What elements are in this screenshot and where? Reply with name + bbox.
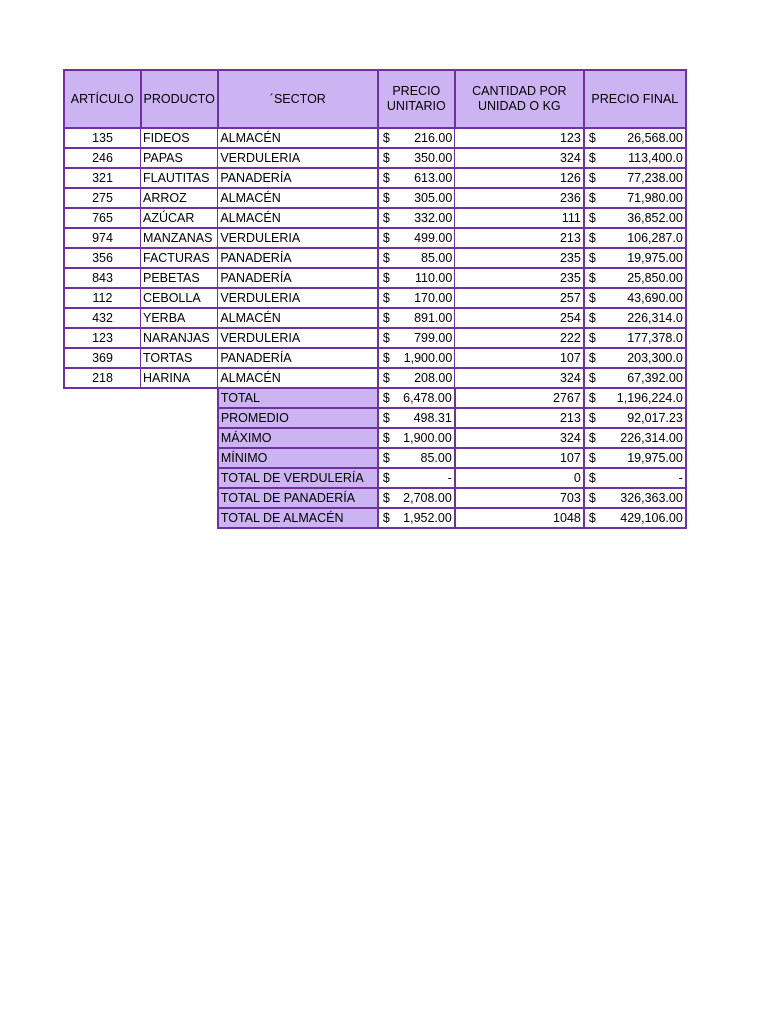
table-row [64,248,686,268]
summary-precio-final[interactable] [584,448,686,468]
cell-precio-unitario-content [381,289,453,307]
currency-symbol: $ [588,351,596,365]
currency-symbol: $ [588,271,596,285]
currency-symbol: $ [382,271,390,285]
summary-precio-final[interactable] [584,508,686,528]
cell-producto[interactable]: PAPAS [141,148,218,168]
summary-label[interactable]: MÁXIMO [218,428,378,448]
currency-symbol: $ [588,231,596,245]
summary-label[interactable]: TOTAL [218,388,378,408]
summary-precio-unitario-content [381,489,452,507]
header-producto[interactable]: PRODUCTO [141,70,218,128]
cell-precio-unitario-value: 208.00 [414,371,453,385]
empty-cell[interactable] [64,508,141,528]
currency-symbol: $ [588,331,596,345]
cell-producto[interactable]: AZÚCAR [141,208,218,228]
currency-symbol: $ [382,411,390,425]
cell-articulo[interactable]: 112 [64,288,141,308]
cell-precio-final-content [587,289,683,307]
summary-precio-final-content [587,489,683,507]
cell-producto[interactable]: HARINA [141,368,218,388]
cell-sector[interactable]: ALMACÉN [218,188,378,208]
summary-cantidad[interactable]: 1048 [455,508,584,528]
summary-cantidad[interactable]: 0 [455,468,584,488]
cell-precio-unitario-content [381,209,453,227]
cell-precio-final-value: 43,690.00 [627,291,683,305]
cell-precio-unitario-value: 305.00 [414,191,453,205]
empty-cell[interactable] [141,448,218,468]
cell-sector[interactable]: ALMACÉN [218,308,378,328]
summary-cantidad[interactable]: 703 [455,488,584,508]
cell-cantidad[interactable]: 324 [455,148,584,168]
summary-label[interactable]: TOTAL DE PANADERÍA [218,488,378,508]
cell-cantidad[interactable]: 213 [455,228,584,248]
cell-precio-unitario-content [381,329,453,347]
cell-sector[interactable]: ALMACÉN [218,128,378,148]
cell-articulo[interactable]: 432 [64,308,141,328]
cell-precio-unitario-content [381,349,453,367]
cell-precio-final-value: 67,392.00 [627,371,683,385]
currency-symbol: $ [588,151,596,165]
summary-precio-unitario-content [381,449,452,467]
summary-row [64,388,686,408]
summary-precio-final-content [587,469,683,487]
cell-precio-unitario[interactable] [378,268,455,288]
currency-symbol: $ [588,291,596,305]
summary-row [64,508,686,528]
cell-precio-unitario[interactable] [378,228,455,248]
summary-row [64,448,686,468]
table-row [64,188,686,208]
summary-precio-unitario-value: 2,708.00 [403,491,452,505]
cell-precio-unitario-value: 499.00 [414,231,453,245]
empty-cell[interactable] [64,468,141,488]
cell-cantidad[interactable]: 222 [455,328,584,348]
cell-articulo[interactable]: 275 [64,188,141,208]
empty-cell[interactable] [64,408,141,428]
cell-cantidad[interactable]: 236 [455,188,584,208]
cell-precio-unitario-content [381,129,453,147]
empty-cell[interactable] [64,448,141,468]
cell-sector[interactable]: PANADERÍA [218,268,378,288]
summary-precio-final-content [587,509,683,527]
cell-precio-final[interactable] [584,268,686,288]
cell-producto[interactable]: FACTURAS [141,248,218,268]
cell-articulo[interactable]: 123 [64,328,141,348]
cell-precio-unitario-value: 1,900.00 [403,351,453,365]
cell-cantidad[interactable]: 257 [455,288,584,308]
cell-precio-final-value: 19,975.00 [627,251,683,265]
cell-cantidad[interactable]: 235 [455,268,584,288]
currency-symbol: $ [382,291,390,305]
cell-precio-final-content [587,369,683,387]
cell-precio-final-content [587,209,683,227]
currency-symbol: $ [382,471,390,485]
summary-cantidad[interactable]: 2767 [455,388,584,408]
cell-articulo[interactable]: 356 [64,248,141,268]
cell-precio-unitario[interactable] [378,208,455,228]
summary-precio-unitario[interactable] [378,428,455,448]
cell-precio-unitario[interactable] [378,348,455,368]
cell-precio-final-content [587,149,683,167]
summary-precio-final-content [587,449,683,467]
empty-cell[interactable] [141,388,218,408]
summary-precio-unitario-content [381,389,452,407]
summary-cantidad[interactable]: 213 [455,408,584,428]
summary-precio-unitario-value: 1,900.00 [403,431,452,445]
cell-precio-unitario-content [381,249,453,267]
currency-symbol: $ [588,251,596,265]
cell-producto[interactable]: TORTAS [141,348,218,368]
cell-sector[interactable]: PANADERÍA [218,168,378,188]
currency-symbol: $ [588,411,596,425]
cell-producto[interactable]: FIDEOS [141,128,218,148]
cell-producto[interactable]: MANZANAS [141,228,218,248]
cell-precio-unitario-value: 85.00 [421,251,453,265]
currency-symbol: $ [588,451,596,465]
cell-precio-unitario-value: 613.00 [414,171,453,185]
cell-precio-unitario[interactable] [378,128,455,148]
cell-precio-final[interactable] [584,128,686,148]
currency-symbol: $ [588,191,596,205]
summary-precio-unitario-content [381,469,452,487]
header-sector[interactable]: ´SECTOR [218,70,378,128]
header-cantidad[interactable]: CANTIDAD POR UNIDAD O KG [455,70,584,128]
table-row [64,288,686,308]
cell-sector[interactable]: PANADERÍA [218,248,378,268]
summary-precio-unitario-value: 498.31 [413,411,452,425]
table-row [64,168,686,188]
currency-symbol: $ [382,371,390,385]
cell-precio-unitario-content [381,169,453,187]
cell-precio-final-content [587,169,683,187]
cell-precio-unitario[interactable] [378,188,455,208]
table-row [64,348,686,368]
summary-precio-final-value: 429,106.00 [620,511,683,525]
currency-symbol: $ [588,311,596,325]
table-row [64,128,686,148]
cell-precio-unitario-content [381,309,453,327]
summary-precio-final[interactable] [584,468,686,488]
currency-symbol: $ [588,471,596,485]
currency-symbol: $ [588,131,596,145]
cell-precio-final-content [587,229,683,247]
currency-symbol: $ [382,191,390,205]
summary-precio-unitario[interactable] [378,408,455,428]
cell-precio-unitario-value: 170.00 [414,291,453,305]
currency-symbol: $ [382,351,390,365]
cell-articulo[interactable]: 974 [64,228,141,248]
cell-precio-unitario-value: 350.00 [414,151,453,165]
cell-articulo[interactable]: 843 [64,268,141,288]
cell-precio-final-content [587,309,683,327]
cell-precio-final[interactable] [584,228,686,248]
summary-precio-final-value: - [678,471,683,485]
summary-precio-unitario[interactable] [378,388,455,408]
summary-precio-final-value: 92,017.23 [627,411,683,425]
cell-producto[interactable]: NARANJAS [141,328,218,348]
cell-precio-final-value: 203,300.0 [627,351,683,365]
summary-precio-unitario[interactable] [378,448,455,468]
cell-precio-unitario[interactable] [378,368,455,388]
currency-symbol: $ [588,431,596,445]
currency-symbol: $ [382,151,390,165]
cell-sector[interactable]: ALMACÉN [218,208,378,228]
cell-precio-unitario-content [381,369,453,387]
cell-precio-unitario[interactable] [378,308,455,328]
summary-label[interactable]: PROMEDIO [218,408,378,428]
empty-cell[interactable] [64,388,141,408]
header-precio-unitario[interactable]: PRECIO UNITARIO [378,70,455,128]
summary-precio-unitario[interactable] [378,488,455,508]
summary-precio-unitario-content [381,409,452,427]
cell-precio-unitario-content [381,269,453,287]
summary-cantidad[interactable]: 324 [455,428,584,448]
currency-symbol: $ [588,491,596,505]
cell-precio-final[interactable] [584,288,686,308]
cell-precio-final-content [587,329,683,347]
empty-cell[interactable] [64,428,141,448]
cell-articulo[interactable]: 246 [64,148,141,168]
summary-precio-final-value: 19,975.00 [627,451,683,465]
summary-precio-final[interactable] [584,488,686,508]
cell-cantidad[interactable]: 107 [455,348,584,368]
cell-cantidad[interactable]: 111 [455,208,584,228]
cell-precio-final-value: 71,980.00 [627,191,683,205]
cell-precio-unitario[interactable] [378,168,455,188]
cell-cantidad[interactable]: 235 [455,248,584,268]
cell-precio-final-value: 106,287.0 [627,231,683,245]
summary-precio-final-value: 326,363.00 [620,491,683,505]
cell-precio-unitario-content [381,229,453,247]
cell-cantidad[interactable]: 126 [455,168,584,188]
cell-precio-unitario-value: 110.00 [415,271,453,285]
header-row [64,70,686,128]
cell-precio-final-content [587,129,683,147]
empty-cell[interactable] [141,508,218,528]
summary-precio-final-content [587,429,683,447]
summary-label[interactable]: TOTAL DE ALMACÉN [218,508,378,528]
table-row [64,208,686,228]
empty-cell[interactable] [141,428,218,448]
summary-precio-final[interactable] [584,388,686,408]
currency-symbol: $ [382,331,390,345]
currency-symbol: $ [382,491,390,505]
empty-cell[interactable] [141,488,218,508]
cell-precio-final[interactable] [584,308,686,328]
summary-precio-unitario[interactable] [378,508,455,528]
summary-row [64,468,686,488]
currency-symbol: $ [382,171,390,185]
cell-articulo[interactable]: 135 [64,128,141,148]
cell-precio-final-value: 226,314.0 [627,311,683,325]
cell-sector[interactable]: ALMACÉN [218,368,378,388]
cell-precio-unitario[interactable] [378,288,455,308]
header-precio-final[interactable]: PRECIO FINAL [584,70,686,128]
cell-precio-final[interactable] [584,368,686,388]
summary-label[interactable]: MÍNIMO [218,448,378,468]
empty-cell[interactable] [141,408,218,428]
table-row [64,268,686,288]
cell-precio-final-value: 36,852.00 [627,211,683,225]
cell-precio-unitario[interactable] [378,328,455,348]
cell-precio-unitario-value: 216.00 [414,131,453,145]
summary-precio-unitario-value: 85.00 [420,451,452,465]
cell-precio-final[interactable] [584,328,686,348]
cell-producto[interactable]: CEBOLLA [141,288,218,308]
cell-articulo[interactable]: 369 [64,348,141,368]
cell-cantidad[interactable]: 123 [455,128,584,148]
currency-symbol: $ [382,251,390,265]
cell-precio-final-content [587,189,683,207]
cell-producto[interactable]: YERBA [141,308,218,328]
cell-sector[interactable]: PANADERÍA [218,348,378,368]
cell-precio-final[interactable] [584,248,686,268]
summary-precio-unitario[interactable] [378,468,455,488]
cell-precio-unitario-value: 332.00 [414,211,453,225]
summary-precio-unitario-value: - [447,471,452,485]
cell-precio-final-content [587,269,683,287]
summary-precio-final-value: 226,314.00 [620,431,683,445]
cell-cantidad[interactable]: 254 [455,308,584,328]
currency-symbol: $ [382,311,390,325]
cell-sector[interactable]: VERDULERIA [218,288,378,308]
cell-producto[interactable]: ARROZ [141,188,218,208]
cell-precio-final-value: 113,400.0 [628,151,683,165]
cell-precio-final-content [587,249,683,267]
summary-row [64,408,686,428]
currency-symbol: $ [588,211,596,225]
currency-symbol: $ [382,511,390,525]
cell-precio-final[interactable] [584,168,686,188]
cell-precio-final-value: 77,238.00 [627,171,683,185]
currency-symbol: $ [382,431,390,445]
cell-precio-final[interactable] [584,348,686,368]
summary-precio-final-content [587,389,683,407]
summary-precio-final[interactable] [584,428,686,448]
summary-row [64,428,686,448]
currency-symbol: $ [382,451,390,465]
empty-cell[interactable] [64,488,141,508]
cell-precio-final-value: 25,850.00 [627,271,683,285]
cell-articulo[interactable]: 218 [64,368,141,388]
cell-precio-final-content [587,349,683,367]
cell-precio-unitario[interactable] [378,248,455,268]
currency-symbol: $ [382,211,390,225]
cell-cantidad[interactable]: 324 [455,368,584,388]
currency-symbol: $ [382,391,390,405]
cell-articulo[interactable]: 765 [64,208,141,228]
summary-precio-final-value: 1,196,224.0 [616,391,683,405]
cell-precio-final[interactable] [584,188,686,208]
cell-sector[interactable]: VERDULERIA [218,328,378,348]
currency-symbol: $ [382,231,390,245]
currency-symbol: $ [588,371,596,385]
summary-cantidad[interactable]: 107 [455,448,584,468]
summary-label[interactable]: TOTAL DE VERDULERÍA [218,468,378,488]
empty-cell[interactable] [141,468,218,488]
table-row [64,308,686,328]
cell-precio-final[interactable] [584,208,686,228]
table-row [64,228,686,248]
cell-precio-unitario-value: 799.00 [414,331,453,345]
summary-precio-unitario-value: 1,952.00 [403,511,452,525]
currency-symbol: $ [588,511,596,525]
cell-producto[interactable]: FLAUTITAS [141,168,218,188]
currency-symbol: $ [382,131,390,145]
spreadsheet-table [63,69,687,529]
summary-row [64,488,686,508]
currency-symbol: $ [588,391,596,405]
summary-precio-unitario-content [381,509,452,527]
currency-symbol: $ [588,171,596,185]
table-row [64,328,686,348]
cell-sector[interactable]: VERDULERIA [218,228,378,248]
cell-producto[interactable]: PEBETAS [141,268,218,288]
cell-articulo[interactable]: 321 [64,168,141,188]
cell-precio-unitario-content [381,189,453,207]
cell-sector[interactable]: VERDULERIA [218,148,378,168]
table-row [64,148,686,168]
cell-precio-final-value: 26,568.00 [627,131,683,145]
cell-precio-final-value: 177,378.0 [627,331,683,345]
cell-precio-final[interactable] [584,148,686,168]
cell-precio-unitario-content [381,149,453,167]
summary-precio-final[interactable] [584,408,686,428]
cell-precio-unitario-value: 891.00 [414,311,453,325]
summary-precio-final-content [587,409,683,427]
summary-precio-unitario-content [381,429,452,447]
cell-precio-unitario[interactable] [378,148,455,168]
header-articulo[interactable]: ARTÍCULO [64,70,141,128]
table-row [64,368,686,388]
summary-precio-unitario-value: 6,478.00 [403,391,452,405]
